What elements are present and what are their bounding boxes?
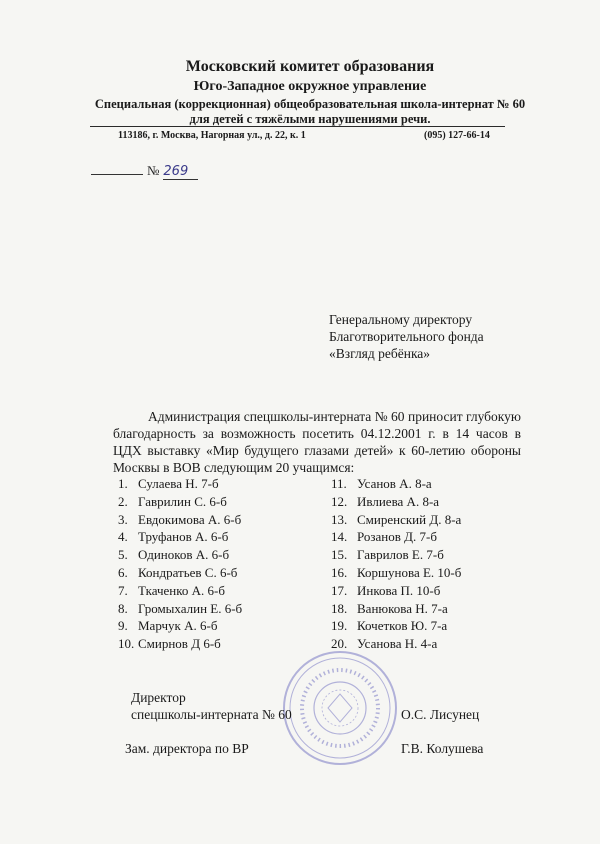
student-number: 7.	[118, 582, 128, 598]
student-list-item	[331, 511, 461, 529]
organization-subtitle: Юго-Западное окружное управление	[193, 79, 427, 94]
school-focus: для детей с тяжёлыми нарушениями речи.	[189, 112, 431, 126]
student-name: Смирнов Д 6-б	[138, 636, 221, 652]
student-list-left	[118, 475, 242, 653]
student-number: 8.	[118, 600, 128, 616]
student-number: 13.	[331, 511, 348, 527]
student-name: Марчук А. 6-б	[138, 618, 218, 634]
official-stamp	[280, 648, 400, 768]
student-list-item	[118, 493, 242, 511]
date-blank	[91, 162, 143, 175]
student-name: Инкова П. 10-б	[357, 582, 441, 598]
student-number: 4.	[118, 529, 128, 545]
school-address: 113186, г. Москва, Нагорная ул., д. 22, к. 1	[118, 130, 306, 141]
student-list-item	[118, 617, 242, 635]
student-name: Смиренский Д. 8-а	[357, 511, 462, 527]
student-number: 14.	[331, 529, 348, 545]
student-list-item	[118, 600, 242, 618]
student-list-item	[118, 564, 242, 582]
student-number: 9.	[118, 618, 128, 634]
director-school: спецшколы-интерната № 60	[131, 707, 292, 722]
letter-body: Администрация спецшколы-интерната № 60 приносит глубокую благодарность за возможность посетить 04.12.2001 г. в 14 часов в ЦДХ выставку «Мир будущего глазами детей» к 60-летию обороны Москвы в ВОВ следующим 20 учащимся:	[113, 409, 521, 475]
student-list-item	[118, 582, 242, 600]
student-number: 16.	[331, 564, 348, 580]
student-list-right	[331, 475, 461, 653]
student-name: Усанова Н. 4-а	[357, 636, 438, 652]
student-name: Гаврилин С. 6-б	[138, 493, 227, 509]
student-number: 10.	[118, 636, 135, 652]
student-number: 11.	[331, 476, 347, 491]
student-name: Ткаченко А. 6-б	[138, 582, 225, 598]
student-name: Гаврилов Е. 7-б	[357, 547, 444, 563]
student-number: 2.	[118, 493, 128, 509]
student-list-item	[118, 475, 242, 493]
deputy-title: Зам. директора по ВР	[125, 741, 249, 756]
student-list-item	[331, 546, 461, 564]
student-list-item	[331, 582, 461, 600]
student-number: 17.	[331, 582, 348, 598]
student-list-item	[331, 528, 461, 546]
number-sign: №	[147, 163, 160, 178]
handwritten-number: 269	[163, 164, 198, 180]
student-name: Труфанов А. 6-б	[138, 529, 229, 545]
student-name: Кочетков Ю. 7-а	[357, 618, 448, 634]
student-list-item	[331, 600, 461, 618]
student-number: 1.	[118, 476, 128, 491]
student-number: 3.	[118, 511, 128, 527]
student-number: 5.	[118, 547, 128, 563]
director-title: Директор	[131, 690, 186, 705]
student-list-item	[118, 511, 242, 529]
student-list-item	[331, 475, 461, 493]
student-name: Кондратьев С. 6-б	[138, 564, 238, 580]
organization-title: Московский комитет образования	[185, 58, 435, 75]
student-list-item	[118, 635, 242, 653]
student-number: 12.	[331, 493, 348, 509]
deputy-name: Г.В. Колушева	[401, 741, 484, 756]
student-number: 15.	[331, 547, 348, 563]
student-number: 19.	[331, 618, 348, 634]
school-name: Специальная (коррекционная) общеобразовательная школа-интернат № 60	[94, 97, 526, 111]
director-name: О.С. Лисунец	[401, 707, 480, 722]
student-number: 6.	[118, 564, 128, 580]
student-name: Громыхалин Е. 6-б	[138, 600, 243, 616]
student-list-item	[118, 528, 242, 546]
student-list-item	[331, 493, 461, 511]
student-name: Ванюкова Н. 7-а	[357, 600, 448, 616]
student-list-item	[331, 564, 461, 582]
student-name: Одиноков А. 6-б	[138, 547, 230, 563]
student-list-item	[118, 546, 242, 564]
student-number: 20.	[331, 636, 348, 652]
student-name: Сулаева Н. 7-б	[138, 476, 219, 491]
addressee-line: Генеральному директору	[329, 312, 473, 327]
reference-number	[91, 162, 198, 179]
letterhead-divider-top	[90, 126, 505, 127]
student-name: Ивлиева А. 8-а	[357, 493, 440, 509]
school-phone: (095) 127-66-14	[424, 130, 490, 141]
student-name: Коршунова Е. 10-б	[357, 564, 462, 580]
student-list-item	[331, 617, 461, 635]
student-name: Розанов Д. 7-б	[357, 529, 437, 545]
addressee-line: Благотворительного фонда	[329, 329, 484, 344]
student-name: Евдокимова А. 6-б	[138, 511, 242, 527]
student-name: Усанов А. 8-а	[357, 476, 432, 491]
student-number: 18.	[331, 600, 348, 616]
addressee-line: «Взгляд ребёнка»	[329, 346, 431, 361]
